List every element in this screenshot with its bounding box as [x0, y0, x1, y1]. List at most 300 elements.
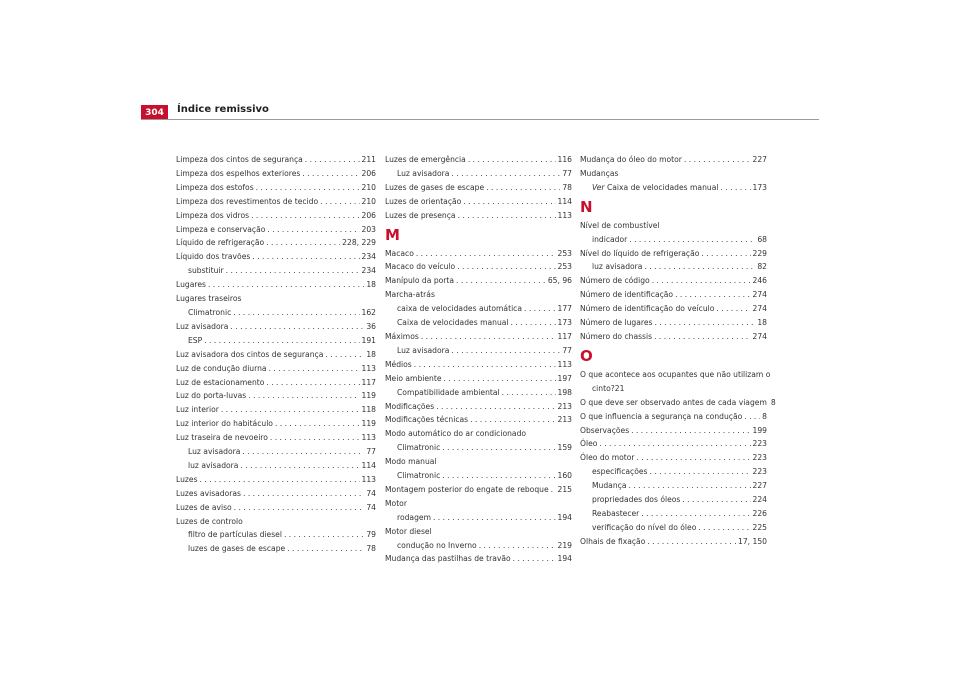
index-subentry — [176, 334, 376, 348]
index-entry — [176, 195, 376, 209]
dot-leader — [451, 167, 560, 181]
entry-label: verificação do nível do óleo — [592, 522, 697, 532]
page-ref: 227 — [752, 481, 767, 491]
entry-label: luzes de gases de escape — [188, 544, 286, 554]
dot-leader — [637, 451, 751, 465]
dot-leader — [284, 528, 364, 542]
dot-leader — [551, 483, 556, 497]
dot-leader — [652, 274, 751, 288]
entry-label: Reabastecer — [592, 508, 640, 518]
entry-label-cont: cinto? — [592, 383, 615, 393]
index-subentry — [580, 479, 767, 493]
index-entry — [385, 330, 572, 344]
entry-label: rodagem — [397, 512, 431, 522]
page-ref: 77 — [366, 447, 376, 457]
page-ref: 274 — [752, 331, 767, 341]
index-entry — [176, 223, 376, 237]
entry-label: Modificações técnicas — [385, 415, 469, 425]
entry-label: Número de lugares — [580, 318, 653, 328]
dot-leader — [456, 274, 546, 288]
index-heading: Motor — [385, 498, 407, 508]
index-heading: Marcha-atrás — [385, 290, 435, 300]
entry-label: O que deve ser observado antes de cada viagem — [580, 397, 767, 407]
index-entry — [176, 167, 376, 181]
page-ref: 253 — [557, 262, 572, 272]
page-ref: 223 — [752, 453, 767, 463]
dot-leader — [629, 233, 755, 247]
entry-label: Luzes de emergência — [385, 155, 466, 164]
index-entry — [176, 362, 376, 376]
page-title: Índice remissivo — [177, 104, 269, 115]
page-ref: 114 — [557, 196, 572, 206]
index-entry — [176, 501, 376, 515]
entry-label: Líquido dos travões — [176, 252, 251, 262]
dot-leader — [266, 236, 340, 250]
page-ref: 274 — [752, 290, 767, 300]
entry-label: Olhais de fixação — [580, 536, 646, 546]
entry-label: Luzes — [176, 474, 198, 484]
entry-label: Mudança do óleo do motor — [580, 155, 682, 164]
dot-leader — [644, 260, 755, 274]
entry-label: Luz interior do habitáculo — [176, 419, 273, 429]
dot-leader — [287, 542, 364, 556]
dot-leader — [325, 348, 364, 362]
page-ref: 160 — [557, 471, 572, 481]
dot-leader — [511, 316, 556, 330]
index-entry — [176, 236, 376, 250]
dot-leader — [479, 539, 556, 553]
dot-leader — [486, 181, 560, 195]
page-ref: 77 — [562, 345, 572, 355]
dot-leader — [647, 535, 736, 549]
dot-leader — [226, 264, 360, 278]
entry-label: Nível do líquido de refrigeração — [580, 248, 700, 258]
entry-label: propriedades dos óleos — [592, 495, 681, 505]
page-ref: 118 — [361, 405, 376, 415]
page-ref: 227 — [752, 155, 767, 164]
dot-leader — [502, 386, 556, 400]
page-ref: 219 — [557, 540, 572, 550]
entry-label: Luz avisadora — [188, 447, 241, 457]
dot-leader — [234, 501, 365, 515]
page-ref: 228, 229 — [342, 238, 376, 248]
index-heading: Motor diesel — [385, 526, 432, 536]
page-ref: 113 — [557, 359, 572, 369]
entry-label: Ver Caixa de velocidades manual — [592, 182, 719, 192]
index-subentry — [580, 493, 767, 507]
dot-leader — [256, 181, 360, 195]
index-heading: Luzes de controlo — [176, 516, 243, 526]
index-entry — [580, 368, 771, 396]
page-ref: 274 — [752, 304, 767, 314]
section-letter: M — [385, 225, 400, 244]
index-entry — [385, 372, 572, 386]
entry-label: Observações — [580, 425, 630, 435]
dot-leader — [654, 330, 750, 344]
index-entry — [580, 437, 767, 451]
entry-label: Luz avisadora — [397, 345, 450, 355]
index-subentry — [580, 465, 767, 479]
page-ref: 194 — [557, 512, 572, 522]
page-ref: 78 — [366, 544, 376, 554]
dot-leader — [240, 459, 359, 473]
entry-label: Luz traseira de nevoeiro — [176, 433, 268, 443]
entry-label: Climatronic — [397, 443, 441, 453]
entry-label: Mudança das pastilhas de travão — [385, 554, 511, 564]
dot-leader — [305, 153, 360, 167]
page-ref: 113 — [361, 363, 376, 373]
index-column-2 — [385, 153, 572, 566]
index-entry — [176, 487, 376, 501]
page-ref: 210 — [361, 196, 376, 206]
entry-label: O que influencia a segurança na condução — [580, 411, 743, 421]
page-ref: 68 — [757, 234, 767, 244]
page-ref: 8 — [762, 411, 767, 421]
index-entry — [580, 153, 767, 167]
index-entry — [176, 278, 376, 292]
page-ref: 215 — [557, 484, 572, 494]
entry-label: Limpeza dos espelhos exteriores — [176, 168, 301, 178]
entry-label: substituir — [188, 266, 224, 276]
index-subentry — [385, 167, 572, 181]
dot-leader — [433, 511, 556, 525]
page-ref: 117 — [557, 331, 572, 341]
entry-label: Lugares — [176, 280, 206, 290]
page-ref: 225 — [752, 522, 767, 532]
entry-label: Número de código — [580, 276, 650, 286]
dot-leader — [457, 260, 555, 274]
index-entry — [176, 417, 376, 431]
page-ref: 223 — [752, 467, 767, 477]
page-ref: 194 — [557, 554, 572, 564]
page-ref: 8 — [770, 397, 776, 407]
entry-label: luz avisadora — [188, 460, 239, 470]
entry-label: Manípulo da porta — [385, 276, 455, 286]
index-subentry — [176, 542, 376, 556]
page-ref: 177 — [557, 304, 572, 314]
entry-label: Médios — [385, 359, 412, 369]
entry-label: condução no Inverno — [397, 540, 477, 550]
page-ref: 159 — [557, 443, 572, 453]
dot-leader — [468, 153, 556, 167]
index-heading: Modo manual — [385, 457, 437, 467]
index-entry — [176, 181, 376, 195]
index-subentry — [385, 316, 572, 330]
entry-label: luz avisadora — [592, 262, 643, 272]
page-ref: 18 — [366, 349, 376, 359]
entry-label: Líquido de refrigeração — [176, 238, 265, 248]
page-ref: 203 — [361, 224, 376, 234]
index-entry — [176, 209, 376, 223]
see-reference: Ver — [592, 182, 605, 192]
page-ref: 223 — [752, 439, 767, 449]
page-ref: 18 — [366, 280, 376, 290]
page-ref: 116 — [557, 155, 572, 164]
index-subentry — [385, 386, 572, 400]
page-ref: 113 — [557, 210, 572, 220]
dot-leader — [269, 362, 360, 376]
index-subentry — [580, 233, 767, 247]
page-ref: 78 — [562, 182, 572, 192]
page-ref: 234 — [361, 266, 376, 276]
page-ref: 234 — [361, 252, 376, 262]
index-subentry — [580, 181, 767, 195]
index-entry — [176, 153, 376, 167]
page-ref: 17, 150 — [738, 536, 767, 546]
dot-leader — [513, 552, 556, 566]
entry-label: Luzes avisadoras — [176, 488, 242, 498]
index-entry — [176, 376, 376, 390]
entry-label: caixa de velocidades automática — [397, 304, 523, 314]
index-subentry — [176, 264, 376, 278]
entry-label: especificações — [592, 467, 648, 477]
dot-leader — [649, 465, 750, 479]
index-entry — [580, 396, 776, 410]
page-ref: 224 — [752, 495, 767, 505]
entry-label: Óleo — [580, 439, 598, 449]
entry-label: Luz avisadora — [397, 168, 450, 178]
index-subentry — [580, 260, 767, 274]
dot-leader — [221, 403, 360, 417]
dot-leader — [208, 278, 364, 292]
page-ref: 113 — [361, 433, 376, 443]
entry-label: Luz de condução diurna — [176, 363, 267, 373]
dot-leader — [682, 493, 750, 507]
dot-leader — [248, 389, 359, 403]
dot-leader — [416, 247, 556, 261]
page-ref: 65, 96 — [547, 276, 572, 286]
dot-leader — [251, 209, 359, 223]
index-entry — [176, 348, 376, 362]
index-entry — [176, 320, 376, 334]
index-entry — [580, 424, 767, 438]
index-subentry — [176, 306, 376, 320]
dot-leader — [451, 344, 560, 358]
entry-label: Luz avisadora dos cintos de segurança — [176, 349, 324, 359]
index-entry — [385, 209, 572, 223]
index-entry — [580, 535, 767, 549]
index-entry — [580, 330, 767, 344]
page-ref: 74 — [366, 488, 376, 498]
dot-leader — [631, 424, 750, 438]
dot-leader — [243, 487, 364, 501]
dot-leader — [242, 445, 364, 459]
dot-leader — [684, 153, 751, 167]
dot-leader — [230, 320, 364, 334]
dot-leader — [698, 521, 750, 535]
page-ref: 82 — [757, 262, 767, 272]
dot-leader — [200, 473, 360, 487]
section-letter: N — [580, 197, 593, 216]
index-subentry — [580, 521, 767, 535]
dot-leader — [463, 195, 555, 209]
entry-label: Número de identificação do veículo — [580, 304, 715, 314]
index-heading: Nível de combustível — [580, 220, 660, 230]
dot-leader — [654, 316, 755, 330]
dot-leader — [320, 195, 359, 209]
entry-label: Luz do porta-luvas — [176, 391, 247, 401]
page-number-badge — [141, 105, 168, 120]
index-heading: Modo automático do ar condicionado — [385, 429, 527, 439]
page-ref: 229 — [752, 248, 767, 258]
index-entry — [385, 552, 572, 566]
page-ref: 18 — [757, 318, 767, 328]
dot-leader — [628, 479, 750, 493]
dot-leader — [266, 376, 359, 390]
entry-label: Compatibilidade ambiental — [397, 387, 500, 397]
page-ref: 213 — [557, 415, 572, 425]
entry-label: filtro de partículas diesel — [188, 530, 282, 540]
dot-leader — [252, 250, 359, 264]
page-ref: 199 — [752, 425, 767, 435]
dot-leader — [701, 247, 750, 261]
page-ref: 113 — [361, 474, 376, 484]
page-ref: 210 — [361, 182, 376, 192]
page-ref: 36 — [366, 321, 376, 331]
page-ref: 119 — [361, 419, 376, 429]
entry-label: Limpeza dos estofos — [176, 182, 254, 192]
entry-label: Luzes de gases de escape — [385, 182, 485, 192]
page-ref: 206 — [361, 210, 376, 220]
index-entry — [580, 274, 767, 288]
index-entry — [385, 274, 572, 288]
page-ref: 197 — [557, 373, 572, 383]
index-subentry — [385, 511, 572, 525]
index-subentry — [176, 445, 376, 459]
page-ref: 198 — [557, 387, 572, 397]
dot-leader — [436, 400, 555, 414]
entry-label: Óleo do motor — [580, 453, 635, 463]
index-heading: Mudanças — [580, 168, 619, 178]
entry-label: Limpeza dos revestimentos de tecido — [176, 196, 319, 206]
dot-leader — [444, 372, 556, 386]
index-subentry — [385, 344, 572, 358]
dot-leader — [470, 413, 555, 427]
dot-leader — [524, 302, 555, 316]
index-entry — [385, 413, 572, 427]
dot-leader — [442, 441, 555, 455]
entry-label: Número do chassis — [580, 331, 653, 341]
dot-leader — [641, 507, 750, 521]
page-ref: 173 — [752, 182, 767, 192]
entry-label: ESP — [188, 335, 203, 345]
page-ref: 173 — [557, 318, 572, 328]
index-entry — [580, 302, 767, 316]
dot-leader — [204, 334, 359, 348]
index-entry — [580, 451, 767, 465]
page-ref: 74 — [366, 502, 376, 512]
index-subentry — [385, 469, 572, 483]
dot-leader — [267, 223, 359, 237]
dot-leader — [270, 431, 360, 445]
index-entry — [176, 431, 376, 445]
page-ref: 191 — [361, 335, 376, 345]
index-entry — [385, 400, 572, 414]
index-entry — [176, 250, 376, 264]
page-ref: 21 — [614, 383, 625, 393]
index-entry — [385, 181, 572, 195]
index-entry — [580, 316, 767, 330]
entry-label: Luz avisadora — [176, 321, 229, 331]
dot-leader — [675, 288, 750, 302]
entry-label: Meio ambiente — [385, 373, 442, 383]
entry-label: Mudança — [592, 481, 627, 491]
index-subentry — [385, 441, 572, 455]
index-subentry — [385, 302, 572, 316]
entry-label: Montagem posterior do engate de reboque — [385, 484, 549, 494]
entry-label: Limpeza dos vidros — [176, 210, 250, 220]
page-ref: 211 — [361, 155, 376, 164]
index-subentry — [580, 507, 767, 521]
index-entry — [580, 247, 767, 261]
entry-label: Luzes de presença — [385, 210, 456, 220]
index-entry — [176, 389, 376, 403]
dot-leader — [744, 410, 760, 424]
entry-label: O que acontece aos ocupantes que não utilizam o — [580, 369, 771, 379]
entry-label: Climatronic — [188, 307, 232, 317]
page-ref: 114 — [361, 460, 376, 470]
index-entry — [385, 153, 572, 167]
index-entry — [385, 483, 572, 497]
dot-leader — [716, 302, 750, 316]
index-column-1 — [176, 153, 376, 556]
page-ref: 162 — [361, 307, 376, 317]
page-number: 304 — [145, 107, 164, 118]
page-ref: 79 — [366, 530, 376, 540]
section-letter: O — [580, 346, 593, 365]
page-ref: 213 — [557, 401, 572, 411]
entry-label: Luzes de orientação — [385, 196, 462, 206]
page-ref: 253 — [557, 248, 572, 258]
index-entry — [580, 288, 767, 302]
entry-label: Climatronic — [397, 471, 441, 481]
page-ref: 117 — [361, 377, 376, 387]
entry-label: Luz de estacionamento — [176, 377, 265, 387]
dot-leader — [414, 358, 556, 372]
page-ref: 77 — [562, 168, 572, 178]
entry-label: Número de identificação — [580, 290, 674, 300]
index-entry — [385, 260, 572, 274]
index-entry — [176, 473, 376, 487]
entry-label: Caixa de velocidades manual — [397, 318, 509, 328]
index-entry — [580, 410, 767, 424]
page-ref: 206 — [361, 168, 376, 178]
index-subentry — [385, 539, 572, 553]
dot-leader — [233, 306, 359, 320]
dot-leader — [458, 209, 556, 223]
entry-continuation — [580, 382, 767, 396]
dot-leader — [442, 469, 555, 483]
index-entry — [385, 247, 572, 261]
entry-label: Modificações — [385, 401, 435, 411]
entry-label: Máximos — [385, 331, 419, 341]
dot-leader — [302, 167, 359, 181]
dot-leader — [599, 437, 750, 451]
entry-label: Luz interior — [176, 405, 219, 415]
entry-label: indicador — [592, 234, 628, 244]
dot-leader — [421, 330, 556, 344]
index-heading: Lugares traseiros — [176, 294, 242, 304]
page-ref: 119 — [361, 391, 376, 401]
index-entry — [385, 358, 572, 372]
index-subentry — [176, 528, 376, 542]
entry-label: Limpeza dos cintos de segurança — [176, 155, 303, 164]
entry-label: Macaco do veículo — [385, 262, 456, 272]
header-rule — [141, 119, 819, 120]
entry-label: Macaco — [385, 248, 414, 258]
index-subentry — [176, 459, 376, 473]
dot-leader — [720, 181, 750, 195]
